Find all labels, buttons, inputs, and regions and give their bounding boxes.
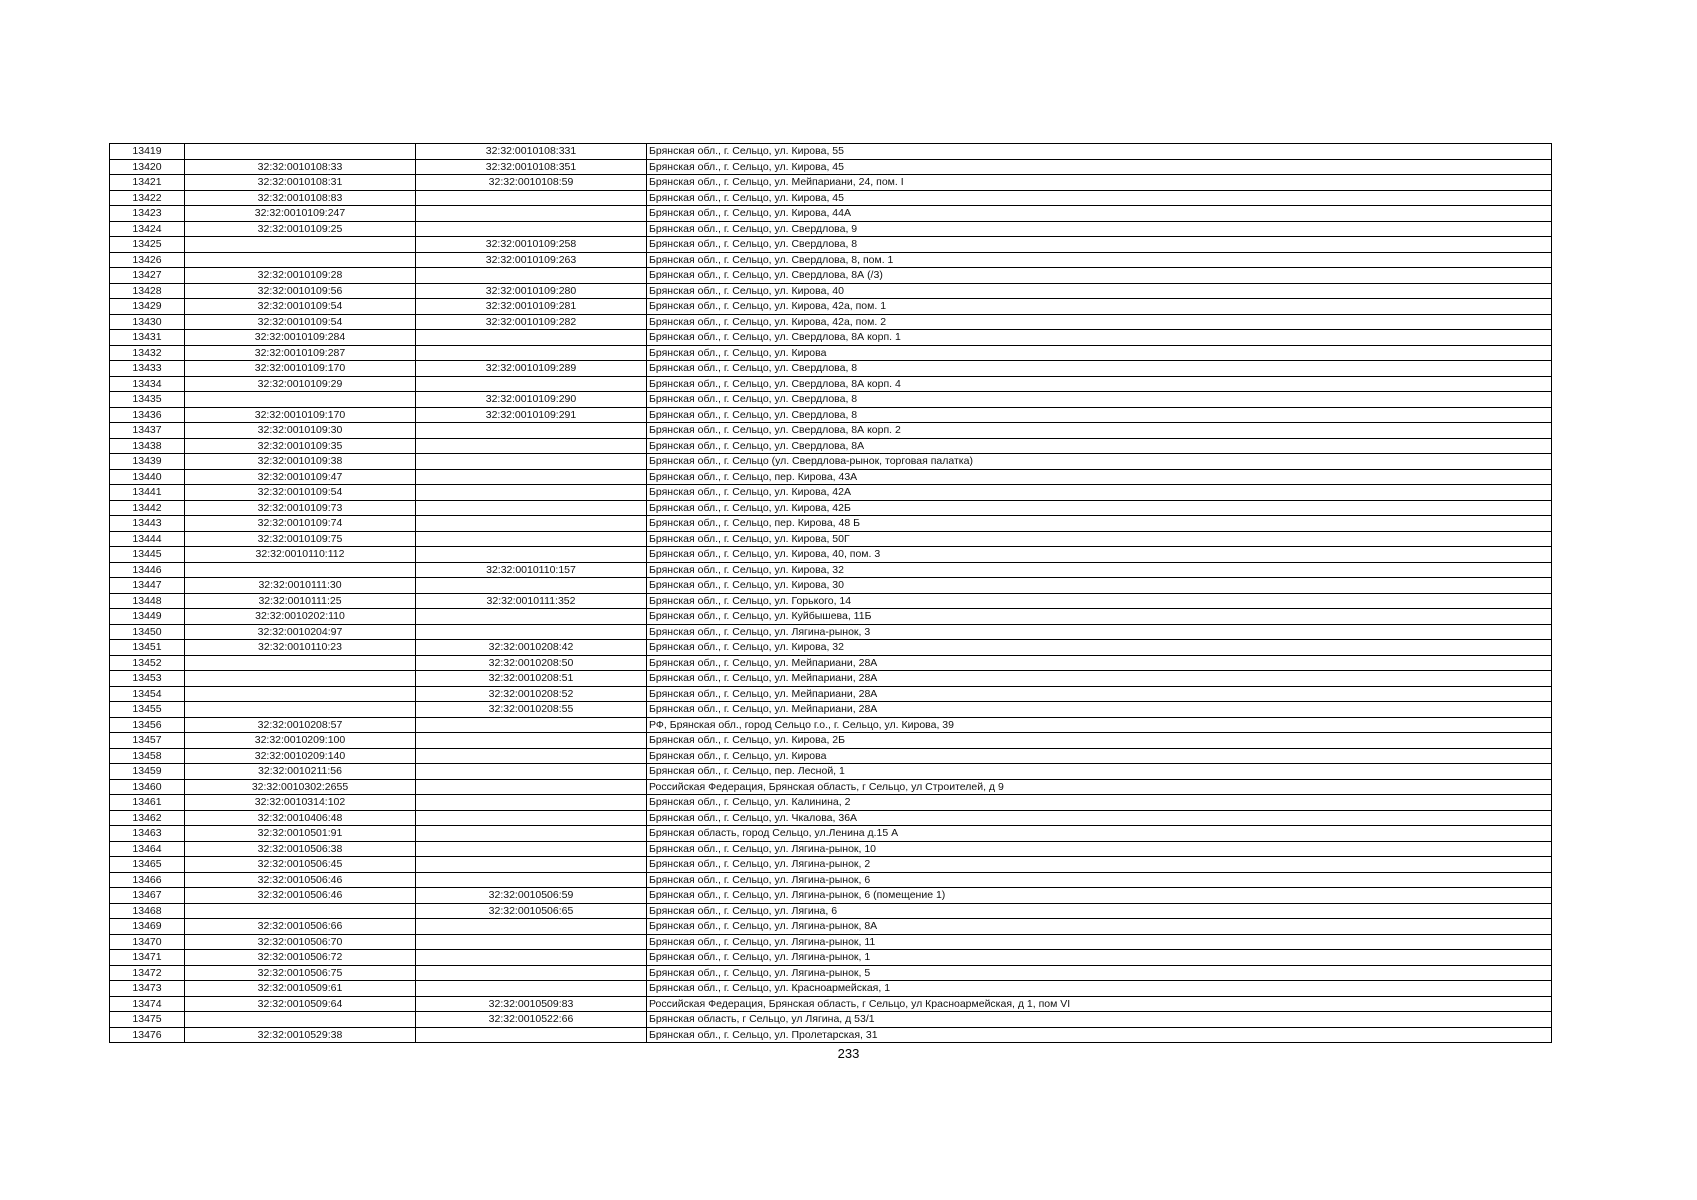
row-number-cell: 13447: [110, 578, 185, 594]
table-row: [110, 562, 1552, 578]
row-number-cell: 13441: [110, 485, 185, 501]
table-row: [110, 1027, 1552, 1043]
land-cadastral-number-cell: 32:32:0010509:61: [185, 981, 416, 997]
row-number-cell: 13433: [110, 361, 185, 377]
address-cell: Брянская обл., г. Сельцо, ул. Калинина, 2: [647, 795, 1552, 811]
land-cadastral-number-cell: 32:32:0010109:74: [185, 516, 416, 532]
land-cadastral-number-cell: 32:32:0010506:75: [185, 965, 416, 981]
land-cadastral-number-cell: 32:32:0010109:47: [185, 469, 416, 485]
object-cadastral-number-cell: [416, 965, 647, 981]
table-row: [110, 655, 1552, 671]
land-cadastral-number-cell: [185, 671, 416, 687]
land-cadastral-number-cell: 32:32:0010111:30: [185, 578, 416, 594]
object-cadastral-number-cell: [416, 934, 647, 950]
address-cell: Брянская обл., г. Сельцо, ул. Кирова, 45: [647, 159, 1552, 175]
land-cadastral-number-cell: 32:32:0010109:54: [185, 314, 416, 330]
address-cell: Брянская обл., г. Сельцо, ул. Мейпариани, 28А: [647, 655, 1552, 671]
row-number-cell: 13465: [110, 857, 185, 873]
land-cadastral-number-cell: 32:32:0010501:91: [185, 826, 416, 842]
table-row: [110, 392, 1552, 408]
table-row: [110, 237, 1552, 253]
object-cadastral-number-cell: 32:32:0010109:263: [416, 252, 647, 268]
object-cadastral-number-cell: 32:32:0010109:290: [416, 392, 647, 408]
row-number-cell: 13459: [110, 764, 185, 780]
address-cell: Брянская обл., г. Сельцо, ул. Лягина-рынок, 11: [647, 934, 1552, 950]
registry-table-body: [110, 144, 1552, 1043]
row-number-cell: 13422: [110, 190, 185, 206]
address-cell: Брянская обл., г. Сельцо, ул. Свердлова, 8, пом. 1: [647, 252, 1552, 268]
object-cadastral-number-cell: 32:32:0010111:352: [416, 593, 647, 609]
table-row: [110, 702, 1552, 718]
address-cell: Брянская обл., г. Сельцо, ул. Свердлова, 8: [647, 392, 1552, 408]
table-row: [110, 469, 1552, 485]
row-number-cell: 13442: [110, 500, 185, 516]
table-row: [110, 888, 1552, 904]
table-row: [110, 872, 1552, 888]
land-cadastral-number-cell: [185, 702, 416, 718]
object-cadastral-number-cell: [416, 826, 647, 842]
object-cadastral-number-cell: [416, 531, 647, 547]
object-cadastral-number-cell: [416, 841, 647, 857]
land-cadastral-number-cell: 32:32:0010506:66: [185, 919, 416, 935]
address-cell: Брянская обл., г. Сельцо, ул. Лягина-рынок, 1: [647, 950, 1552, 966]
row-number-cell: 13425: [110, 237, 185, 253]
address-cell: Брянская обл., г. Сельцо, ул. Лягина, 6: [647, 903, 1552, 919]
object-cadastral-number-cell: 32:32:0010109:280: [416, 283, 647, 299]
table-row: [110, 438, 1552, 454]
row-number-cell: 13432: [110, 345, 185, 361]
row-number-cell: 13437: [110, 423, 185, 439]
row-number-cell: 13476: [110, 1027, 185, 1043]
address-cell: РФ, Брянская обл., город Сельцо г.о., г. Сельцо, ул. Кирова, 39: [647, 717, 1552, 733]
table-row: [110, 407, 1552, 423]
land-cadastral-number-cell: 32:32:0010109:25: [185, 221, 416, 237]
row-number-cell: 13443: [110, 516, 185, 532]
land-cadastral-number-cell: 32:32:0010109:30: [185, 423, 416, 439]
table-row: [110, 454, 1552, 470]
land-cadastral-number-cell: [185, 237, 416, 253]
land-cadastral-number-cell: 32:32:0010108:31: [185, 175, 416, 191]
land-cadastral-number-cell: 32:32:0010202:110: [185, 609, 416, 625]
address-cell: Брянская обл., г. Сельцо, ул. Кирова, 42а, пом. 1: [647, 299, 1552, 315]
address-cell: Брянская обл., г. Сельцо, ул. Свердлова, 8: [647, 407, 1552, 423]
object-cadastral-number-cell: [416, 190, 647, 206]
row-number-cell: 13457: [110, 733, 185, 749]
land-cadastral-number-cell: 32:32:0010110:23: [185, 640, 416, 656]
table-row: [110, 996, 1552, 1012]
row-number-cell: 13421: [110, 175, 185, 191]
land-cadastral-number-cell: 32:32:0010108:83: [185, 190, 416, 206]
object-cadastral-number-cell: [416, 330, 647, 346]
object-cadastral-number-cell: 32:32:0010109:282: [416, 314, 647, 330]
row-number-cell: 13468: [110, 903, 185, 919]
row-number-cell: 13429: [110, 299, 185, 315]
address-cell: Брянская обл., г. Сельцо, ул. Мейпариани, 28А: [647, 702, 1552, 718]
table-row: [110, 671, 1552, 687]
land-cadastral-number-cell: 32:32:0010208:57: [185, 717, 416, 733]
table-row: [110, 190, 1552, 206]
table-row: [110, 485, 1552, 501]
row-number-cell: 13461: [110, 795, 185, 811]
row-number-cell: 13446: [110, 562, 185, 578]
row-number-cell: 13426: [110, 252, 185, 268]
object-cadastral-number-cell: [416, 950, 647, 966]
object-cadastral-number-cell: 32:32:0010208:50: [416, 655, 647, 671]
table-row: [110, 144, 1552, 160]
table-row: [110, 423, 1552, 439]
table-row: [110, 609, 1552, 625]
table-row: [110, 919, 1552, 935]
land-cadastral-number-cell: 32:32:0010406:48: [185, 810, 416, 826]
address-cell: Брянская обл., г. Сельцо, ул. Лягина-рынок, 6: [647, 872, 1552, 888]
row-number-cell: 13471: [110, 950, 185, 966]
object-cadastral-number-cell: 32:32:0010208:55: [416, 702, 647, 718]
table-row: [110, 857, 1552, 873]
row-number-cell: 13430: [110, 314, 185, 330]
land-cadastral-number-cell: 32:32:0010110:112: [185, 547, 416, 563]
row-number-cell: 13453: [110, 671, 185, 687]
object-cadastral-number-cell: 32:32:0010109:289: [416, 361, 647, 377]
address-cell: Брянская обл., г. Сельцо, ул. Кирова, 44А: [647, 206, 1552, 222]
row-number-cell: 13427: [110, 268, 185, 284]
object-cadastral-number-cell: 32:32:0010208:51: [416, 671, 647, 687]
land-cadastral-number-cell: 32:32:0010109:29: [185, 376, 416, 392]
row-number-cell: 13458: [110, 748, 185, 764]
row-number-cell: 13438: [110, 438, 185, 454]
land-cadastral-number-cell: 32:32:0010109:170: [185, 407, 416, 423]
land-cadastral-number-cell: 32:32:0010506:46: [185, 888, 416, 904]
object-cadastral-number-cell: 32:32:0010109:291: [416, 407, 647, 423]
address-cell: Брянская обл., г. Сельцо, ул. Свердлова, 8А (/3): [647, 268, 1552, 284]
row-number-cell: 13419: [110, 144, 185, 160]
object-cadastral-number-cell: 32:32:0010506:65: [416, 903, 647, 919]
table-row: [110, 841, 1552, 857]
address-cell: Брянская обл., г. Сельцо, ул. Кирова, 45: [647, 190, 1552, 206]
land-cadastral-number-cell: 32:32:0010211:56: [185, 764, 416, 780]
row-number-cell: 13424: [110, 221, 185, 237]
table-row: [110, 717, 1552, 733]
address-cell: Брянская обл., г. Сельцо, ул. Свердлова, 8А корп. 1: [647, 330, 1552, 346]
table-row: [110, 175, 1552, 191]
land-cadastral-number-cell: 32:32:0010506:72: [185, 950, 416, 966]
table-row: [110, 376, 1552, 392]
land-cadastral-number-cell: [185, 903, 416, 919]
address-cell: Брянская область, город Сельцо, ул.Ленина д.15 А: [647, 826, 1552, 842]
table-row: [110, 795, 1552, 811]
table-row: [110, 981, 1552, 997]
table-row: [110, 314, 1552, 330]
land-cadastral-number-cell: 32:32:0010529:38: [185, 1027, 416, 1043]
object-cadastral-number-cell: [416, 981, 647, 997]
row-number-cell: 13473: [110, 981, 185, 997]
row-number-cell: 13475: [110, 1012, 185, 1028]
object-cadastral-number-cell: [416, 206, 647, 222]
row-number-cell: 13452: [110, 655, 185, 671]
object-cadastral-number-cell: 32:32:0010109:281: [416, 299, 647, 315]
row-number-cell: 13469: [110, 919, 185, 935]
table-row: [110, 826, 1552, 842]
address-cell: Брянская обл., г. Сельцо, ул. Кирова, 50Г: [647, 531, 1552, 547]
row-number-cell: 13464: [110, 841, 185, 857]
row-number-cell: 13456: [110, 717, 185, 733]
table-row: [110, 361, 1552, 377]
land-cadastral-number-cell: [185, 655, 416, 671]
land-cadastral-number-cell: 32:32:0010302:2655: [185, 779, 416, 795]
object-cadastral-number-cell: [416, 857, 647, 873]
land-cadastral-number-cell: 32:32:0010109:170: [185, 361, 416, 377]
address-cell: Брянская обл., г. Сельцо, ул. Чкалова, 36А: [647, 810, 1552, 826]
object-cadastral-number-cell: [416, 717, 647, 733]
row-number-cell: 13448: [110, 593, 185, 609]
address-cell: Брянская обл., г. Сельцо, ул. Кирова, 32: [647, 640, 1552, 656]
address-cell: Брянская обл., г. Сельцо, ул. Кирова, 30: [647, 578, 1552, 594]
row-number-cell: 13455: [110, 702, 185, 718]
object-cadastral-number-cell: [416, 500, 647, 516]
address-cell: Брянская обл., г. Сельцо, пер. Лесной, 1: [647, 764, 1552, 780]
land-cadastral-number-cell: [185, 562, 416, 578]
land-cadastral-number-cell: 32:32:0010111:25: [185, 593, 416, 609]
address-cell: Брянская обл., г. Сельцо, ул. Кирова, 42Б: [647, 500, 1552, 516]
row-number-cell: 13423: [110, 206, 185, 222]
address-cell: Брянская обл., г. Сельцо, ул. Лягина-рынок, 6 (помещение 1): [647, 888, 1552, 904]
address-cell: Брянская обл., г. Сельцо, ул. Мейпариани, 28А: [647, 671, 1552, 687]
object-cadastral-number-cell: [416, 748, 647, 764]
object-cadastral-number-cell: [416, 469, 647, 485]
table-row: [110, 159, 1552, 175]
land-cadastral-number-cell: 32:32:0010109:54: [185, 299, 416, 315]
land-cadastral-number-cell: 32:32:0010109:75: [185, 531, 416, 547]
row-number-cell: 13435: [110, 392, 185, 408]
table-row: [110, 640, 1552, 656]
object-cadastral-number-cell: [416, 919, 647, 935]
address-cell: Брянская обл., г. Сельцо, ул. Свердлова, 8: [647, 361, 1552, 377]
table-row: [110, 965, 1552, 981]
address-cell: Брянская обл., г. Сельцо, ул. Лягина-рынок, 10: [647, 841, 1552, 857]
table-row: [110, 748, 1552, 764]
land-cadastral-number-cell: 32:32:0010109:287: [185, 345, 416, 361]
land-cadastral-number-cell: 32:32:0010506:46: [185, 872, 416, 888]
row-number-cell: 13470: [110, 934, 185, 950]
address-cell: Российская Федерация, Брянская область, г Сельцо, ул Строителей, д 9: [647, 779, 1552, 795]
land-cadastral-number-cell: 32:32:0010506:38: [185, 841, 416, 857]
table-row: [110, 330, 1552, 346]
table-row: [110, 283, 1552, 299]
object-cadastral-number-cell: [416, 810, 647, 826]
row-number-cell: 13439: [110, 454, 185, 470]
address-cell: Брянская обл., г. Сельцо, ул. Лягина-рынок, 8А: [647, 919, 1552, 935]
table-row: [110, 593, 1552, 609]
land-cadastral-number-cell: 32:32:0010109:247: [185, 206, 416, 222]
land-cadastral-number-cell: 32:32:0010109:54: [185, 485, 416, 501]
address-cell: Брянская обл., г. Сельцо, ул. Пролетарская, 31: [647, 1027, 1552, 1043]
row-number-cell: 13431: [110, 330, 185, 346]
table-row: [110, 531, 1552, 547]
row-number-cell: 13434: [110, 376, 185, 392]
row-number-cell: 13463: [110, 826, 185, 842]
table-row: [110, 950, 1552, 966]
address-cell: Брянская обл., г. Сельцо, ул. Свердлова, 8А корп. 4: [647, 376, 1552, 392]
address-cell: Брянская обл., г. Сельцо, ул. Кирова, 55: [647, 144, 1552, 160]
object-cadastral-number-cell: [416, 485, 647, 501]
land-cadastral-number-cell: 32:32:0010109:38: [185, 454, 416, 470]
land-cadastral-number-cell: 32:32:0010314:102: [185, 795, 416, 811]
object-cadastral-number-cell: 32:32:0010208:52: [416, 686, 647, 702]
object-cadastral-number-cell: [416, 423, 647, 439]
address-cell: Брянская обл., г. Сельцо (ул. Свердлова-рынок, торговая палатка): [647, 454, 1552, 470]
land-cadastral-number-cell: [185, 1012, 416, 1028]
object-cadastral-number-cell: [416, 609, 647, 625]
table-row: [110, 624, 1552, 640]
row-number-cell: 13460: [110, 779, 185, 795]
table-row: [110, 516, 1552, 532]
object-cadastral-number-cell: [416, 733, 647, 749]
table-row: [110, 206, 1552, 222]
object-cadastral-number-cell: [416, 764, 647, 780]
address-cell: Брянская обл., г. Сельцо, ул. Свердлова, 8А корп. 2: [647, 423, 1552, 439]
table-row: [110, 345, 1552, 361]
row-number-cell: 13445: [110, 547, 185, 563]
address-cell: Брянская обл., г. Сельцо, ул. Мейпариани, 28А: [647, 686, 1552, 702]
land-cadastral-number-cell: 32:32:0010109:284: [185, 330, 416, 346]
object-cadastral-number-cell: [416, 779, 647, 795]
address-cell: Брянская обл., г. Сельцо, ул. Лягина-рынок, 2: [647, 857, 1552, 873]
row-number-cell: 13454: [110, 686, 185, 702]
row-number-cell: 13466: [110, 872, 185, 888]
address-cell: Брянская обл., г. Сельцо, ул. Кирова: [647, 345, 1552, 361]
object-cadastral-number-cell: [416, 578, 647, 594]
address-cell: Брянская обл., г. Сельцо, ул. Кирова, 40: [647, 283, 1552, 299]
row-number-cell: 13462: [110, 810, 185, 826]
land-cadastral-number-cell: 32:32:0010509:64: [185, 996, 416, 1012]
land-cadastral-number-cell: 32:32:0010506:45: [185, 857, 416, 873]
table-row: [110, 252, 1552, 268]
registry-table: [109, 143, 1552, 1043]
address-cell: Брянская обл., г. Сельцо, ул. Свердлова, 8А: [647, 438, 1552, 454]
object-cadastral-number-cell: [416, 547, 647, 563]
table-row: [110, 578, 1552, 594]
land-cadastral-number-cell: [185, 144, 416, 160]
land-cadastral-number-cell: 32:32:0010109:35: [185, 438, 416, 454]
address-cell: Брянская область, г Сельцо, ул Лягина, д 53/1: [647, 1012, 1552, 1028]
land-cadastral-number-cell: 32:32:0010209:100: [185, 733, 416, 749]
object-cadastral-number-cell: 32:32:0010108:351: [416, 159, 647, 175]
row-number-cell: 13444: [110, 531, 185, 547]
object-cadastral-number-cell: [416, 1027, 647, 1043]
address-cell: Брянская обл., г. Сельцо, ул. Кирова, 2Б: [647, 733, 1552, 749]
object-cadastral-number-cell: 32:32:0010506:59: [416, 888, 647, 904]
table-row: [110, 221, 1552, 237]
object-cadastral-number-cell: [416, 221, 647, 237]
land-cadastral-number-cell: [185, 686, 416, 702]
table-row: [110, 500, 1552, 516]
table-row: [110, 1012, 1552, 1028]
row-number-cell: 13420: [110, 159, 185, 175]
table-row: [110, 779, 1552, 795]
address-cell: Брянская обл., г. Сельцо, ул. Свердлова, 8: [647, 237, 1552, 253]
row-number-cell: 13451: [110, 640, 185, 656]
object-cadastral-number-cell: [416, 345, 647, 361]
row-number-cell: 13474: [110, 996, 185, 1012]
land-cadastral-number-cell: [185, 392, 416, 408]
address-cell: Брянская обл., г. Сельцо, ул. Кирова: [647, 748, 1552, 764]
row-number-cell: 13472: [110, 965, 185, 981]
object-cadastral-number-cell: 32:32:0010109:258: [416, 237, 647, 253]
table-row: [110, 686, 1552, 702]
object-cadastral-number-cell: 32:32:0010208:42: [416, 640, 647, 656]
address-cell: Брянская обл., г. Сельцо, ул. Красноармейская, 1: [647, 981, 1552, 997]
object-cadastral-number-cell: [416, 516, 647, 532]
row-number-cell: 13467: [110, 888, 185, 904]
object-cadastral-number-cell: 32:32:0010110:157: [416, 562, 647, 578]
object-cadastral-number-cell: [416, 376, 647, 392]
address-cell: Брянская обл., г. Сельцо, ул. Мейпариани, 24, пом. I: [647, 175, 1552, 191]
land-cadastral-number-cell: 32:32:0010204:97: [185, 624, 416, 640]
table-row: [110, 934, 1552, 950]
table-row: [110, 299, 1552, 315]
row-number-cell: 13436: [110, 407, 185, 423]
object-cadastral-number-cell: 32:32:0010108:331: [416, 144, 647, 160]
address-cell: Брянская обл., г. Сельцо, пер. Кирова, 48 Б: [647, 516, 1552, 532]
table-row: [110, 764, 1552, 780]
table-row: [110, 810, 1552, 826]
address-cell: Брянская обл., г. Сельцо, ул. Кирова, 40, пом. 3: [647, 547, 1552, 563]
object-cadastral-number-cell: [416, 454, 647, 470]
land-cadastral-number-cell: 32:32:0010109:56: [185, 283, 416, 299]
object-cadastral-number-cell: 32:32:0010509:83: [416, 996, 647, 1012]
table-row: [110, 733, 1552, 749]
address-cell: Брянская обл., г. Сельцо, пер. Кирова, 43А: [647, 469, 1552, 485]
row-number-cell: 13450: [110, 624, 185, 640]
object-cadastral-number-cell: 32:32:0010522:66: [416, 1012, 647, 1028]
object-cadastral-number-cell: [416, 872, 647, 888]
table-row: [110, 903, 1552, 919]
address-cell: Брянская обл., г. Сельцо, ул. Кирова, 32: [647, 562, 1552, 578]
row-number-cell: 13428: [110, 283, 185, 299]
address-cell: Брянская обл., г. Сельцо, ул. Куйбышева, 11Б: [647, 609, 1552, 625]
row-number-cell: 13449: [110, 609, 185, 625]
address-cell: Брянская обл., г. Сельцо, ул. Лягина-рынок, 5: [647, 965, 1552, 981]
land-cadastral-number-cell: 32:32:0010109:73: [185, 500, 416, 516]
object-cadastral-number-cell: [416, 268, 647, 284]
address-cell: Брянская обл., г. Сельцо, ул. Лягина-рынок, 3: [647, 624, 1552, 640]
address-cell: Российская Федерация, Брянская область, г Сельцо, ул Красноармейская, д 1, пом VI: [647, 996, 1552, 1012]
land-cadastral-number-cell: 32:32:0010109:28: [185, 268, 416, 284]
table-row: [110, 268, 1552, 284]
object-cadastral-number-cell: [416, 438, 647, 454]
page-number: 233: [837, 1046, 860, 1061]
object-cadastral-number-cell: [416, 624, 647, 640]
address-cell: Брянская обл., г. Сельцо, ул. Кирова, 42А: [647, 485, 1552, 501]
row-number-cell: 13440: [110, 469, 185, 485]
land-cadastral-number-cell: 32:32:0010209:140: [185, 748, 416, 764]
table-row: [110, 547, 1552, 563]
object-cadastral-number-cell: [416, 795, 647, 811]
address-cell: Брянская обл., г. Сельцо, ул. Кирова, 42а, пом. 2: [647, 314, 1552, 330]
address-cell: Брянская обл., г. Сельцо, ул. Горького, 14: [647, 593, 1552, 609]
land-cadastral-number-cell: 32:32:0010108:33: [185, 159, 416, 175]
address-cell: Брянская обл., г. Сельцо, ул. Свердлова, 9: [647, 221, 1552, 237]
object-cadastral-number-cell: 32:32:0010108:59: [416, 175, 647, 191]
land-cadastral-number-cell: [185, 252, 416, 268]
land-cadastral-number-cell: 32:32:0010506:70: [185, 934, 416, 950]
